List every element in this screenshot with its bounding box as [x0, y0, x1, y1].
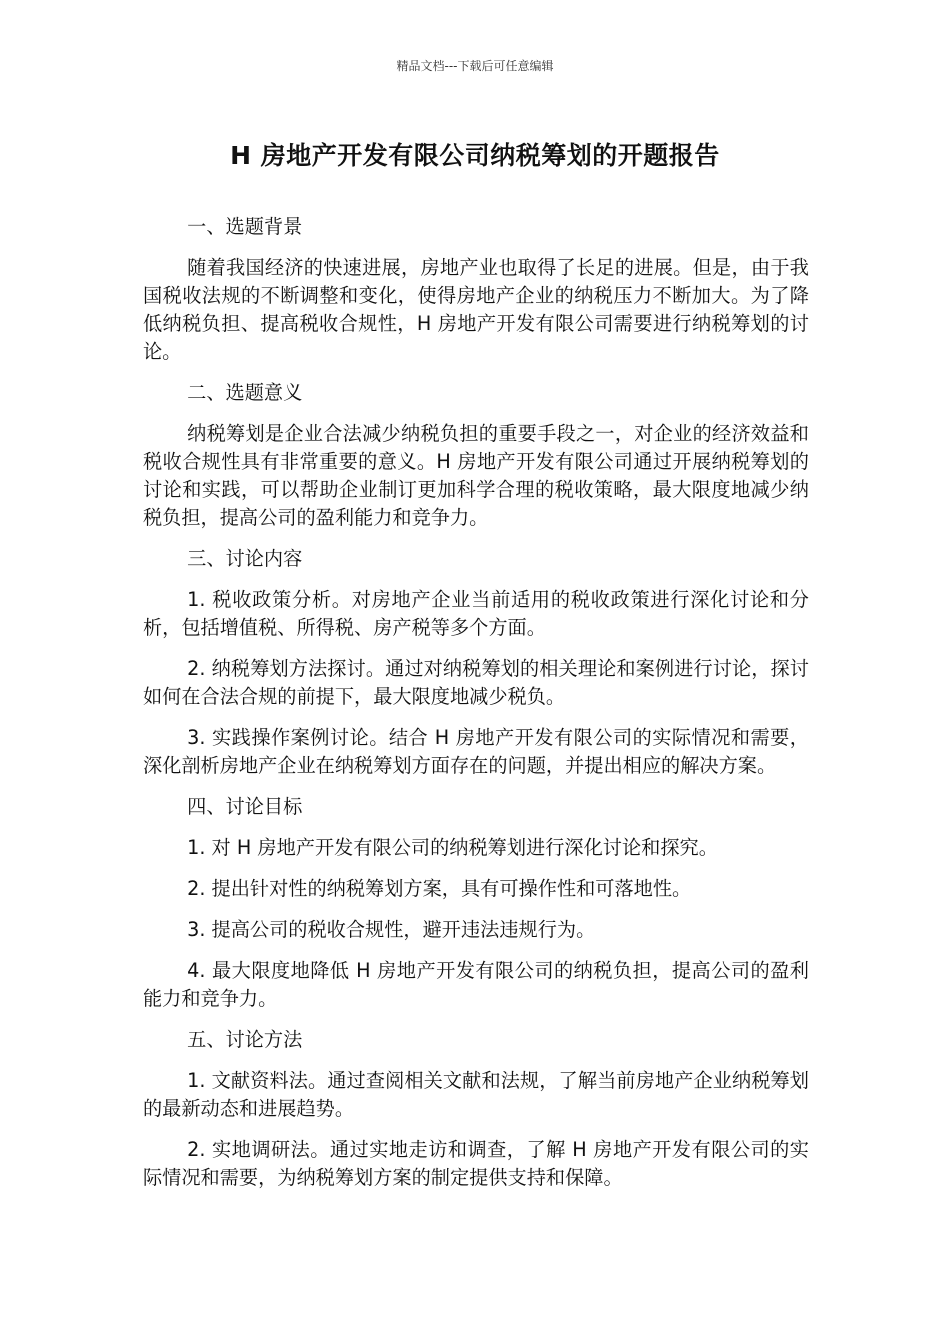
paragraph-significance: 纳税筹划是企业合法减少纳税负担的重要手段之一，对企业的经济效益和税收合规性具有非常重要的意义。H 房地产开发有限公司通过开展纳税筹划的讨论和实践，可以帮助企业制订更加科学合理的税收策略，最大限度地减少纳税负担，提高公司的盈利能力和竞争力。: [143, 422, 809, 529]
goal-item-1: 1. 对 H 房地产开发有限公司的纳税筹划进行深化讨论和探究。: [187, 836, 718, 859]
content-item-3: 3. 实践操作案例讨论。结合 H 房地产开发有限公司的实际情况和需要，深化剖析房地产企业在纳税筹划方面存在的问题，并提出相应的解决方案。: [143, 726, 809, 777]
content-item-2: 2. 纳税筹划方法探讨。通过对纳税筹划的相关理论和案例进行讨论，探讨如何在合法合规的前提下，最大限度地减少税负。: [143, 657, 809, 708]
method-item-2: 2. 实地调研法。通过实地走访和调查，了解 H 房地产开发有限公司的实际情况和需要，为纳税筹划方案的制定提供支持和保障。: [143, 1138, 809, 1189]
goal-item-4: 4. 最大限度地降低 H 房地产开发有限公司的纳税负担，提高公司的盈利能力和竞争力。: [143, 959, 809, 1010]
header-note: 精品文档---下载后可任意编辑: [396, 59, 554, 73]
document-title: H 房地产开发有限公司纳税筹划的开题报告: [230, 141, 720, 170]
section-heading-goals: 四、讨论目标: [187, 795, 303, 818]
goal-item-2: 2. 提出针对性的纳税筹划方案，具有可操作性和可落地性。: [187, 877, 692, 900]
goal-item-3: 3. 提高公司的税收合规性，避开违法违规行为。: [187, 918, 596, 941]
content-item-1: 1. 税收政策分析。对房地产企业当前适用的税收政策进行深化讨论和分析，包括增值税、所得税、房产税等多个方面。: [143, 588, 809, 639]
section-heading-significance: 二、选题意义: [187, 381, 303, 404]
section-heading-background: 一、选题背景: [187, 215, 303, 238]
section-heading-methods: 五、讨论方法: [187, 1028, 303, 1051]
section-heading-content: 三、讨论内容: [187, 547, 303, 570]
document-body: [143, 213, 809, 1205]
method-item-1: 1. 文献资料法。通过查阅相关文献和法规，了解当前房地产企业纳税筹划的最新动态和进展趋势。: [143, 1069, 809, 1120]
paragraph-background: 随着我国经济的快速进展，房地产业也取得了长足的进展。但是，由于我国税收法规的不断调整和变化，使得房地产企业的纳税压力不断加大。为了降低纳税负担、提高税收合规性，H 房地产开发有限公司需要进行纳税筹划的讨论。: [143, 256, 809, 363]
